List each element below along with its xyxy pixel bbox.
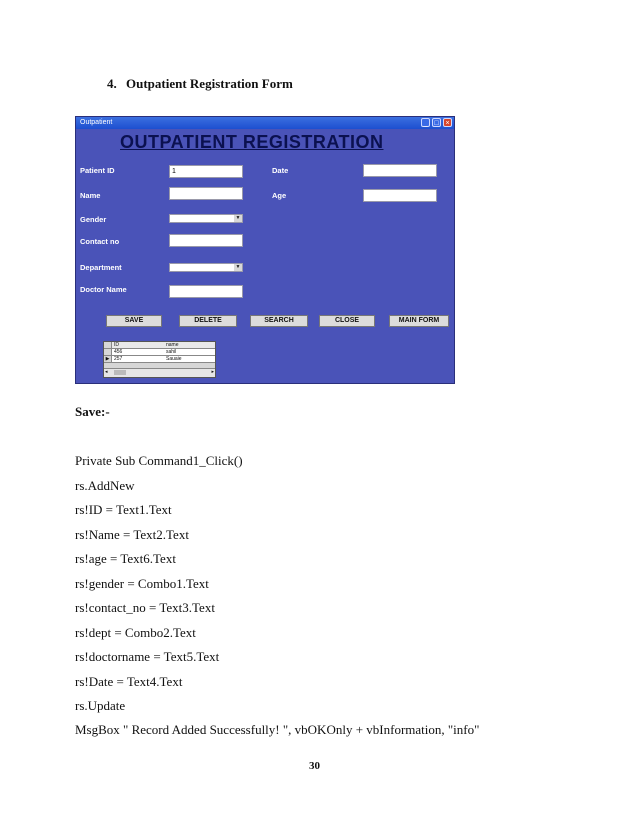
gender-label: Gender [80, 215, 107, 224]
code-line: rs!doctorname = Text5.Text [75, 649, 220, 664]
code-line: rs!age = Text6.Text [75, 551, 176, 566]
section-number: 4. [107, 76, 117, 91]
grid-header-row [104, 342, 215, 349]
delete-button[interactable]: DELETE [179, 315, 237, 327]
patient-id-input[interactable]: 1 [169, 165, 243, 178]
table-row[interactable] [104, 356, 215, 363]
code-line: rs.Update [75, 698, 126, 713]
minimize-icon[interactable]: _ [421, 118, 430, 127]
chevron-down-icon[interactable]: ▼ [235, 215, 241, 221]
search-button[interactable]: SEARCH [250, 315, 308, 327]
grid-header-id: ID [114, 342, 119, 348]
code-line: rs!ID = Text1.Text [75, 502, 172, 517]
records-grid[interactable] [103, 341, 216, 378]
date-input[interactable] [363, 164, 437, 177]
code-line: Private Sub Command1_Click() [75, 453, 243, 468]
chevron-down-icon[interactable]: ▼ [235, 264, 241, 270]
code-line: rs.AddNew [75, 478, 135, 493]
section-heading [107, 76, 293, 92]
section-title: Outpatient Registration Form [126, 76, 293, 91]
date-label: Date [272, 166, 289, 175]
name-input[interactable] [169, 187, 243, 200]
save-heading: Save:- [75, 404, 110, 419]
patient-id-label: Patient ID [80, 166, 115, 175]
code-line: rs!Name = Text2.Text [75, 527, 189, 542]
department-select[interactable] [169, 263, 243, 272]
name-label: Name [80, 191, 101, 200]
grid-cell-name: Sauaie [166, 356, 182, 362]
save-button[interactable]: SAVE [106, 315, 162, 327]
code-line: rs!Date = Text4.Text [75, 674, 183, 689]
window-title: Outpatient [80, 119, 113, 126]
doctor-name-input[interactable] [169, 285, 243, 298]
code-line: rs!contact_no = Text3.Text [75, 600, 215, 615]
doctor-name-label: Doctor Name [80, 285, 127, 294]
page-number: 30 [309, 760, 320, 772]
grid-header-name: name [166, 342, 179, 348]
code-line: rs!gender = Combo1.Text [75, 576, 209, 591]
close-icon[interactable]: × [443, 118, 452, 127]
scroll-right-icon[interactable]: ▸ [211, 369, 214, 375]
grid-horizontal-scrollbar[interactable] [104, 368, 215, 377]
age-label: Age [272, 191, 287, 200]
grid-cell-id: 456 [114, 349, 123, 355]
close-button[interactable]: CLOSE [319, 315, 375, 327]
maximize-icon[interactable]: □ [432, 118, 441, 127]
code-line: MsgBox " Record Added Successfully! ", vbOKOnly + vbInformation, "info" [75, 722, 480, 737]
contact-no-label: Contact no [80, 237, 120, 246]
grid-cell-id: 257 [114, 356, 123, 362]
contact-no-input[interactable] [169, 234, 243, 247]
department-label: Department [80, 263, 122, 272]
grid-cell-name: sahil [166, 349, 177, 355]
age-input[interactable] [363, 189, 437, 202]
table-row[interactable] [104, 349, 215, 356]
main-form-button[interactable]: MAIN FORM [389, 315, 449, 327]
row-pointer-icon: ▶ [104, 356, 112, 362]
window-titlebar [76, 117, 454, 129]
outpatient-window [75, 116, 455, 384]
gender-select[interactable] [169, 214, 243, 223]
scroll-left-icon[interactable]: ◂ [105, 369, 108, 375]
code-line: rs!dept = Combo2.Text [75, 625, 196, 640]
scroll-thumb[interactable] [114, 370, 126, 375]
form-title: OUTPATIENT REGISTRATION [120, 132, 384, 152]
